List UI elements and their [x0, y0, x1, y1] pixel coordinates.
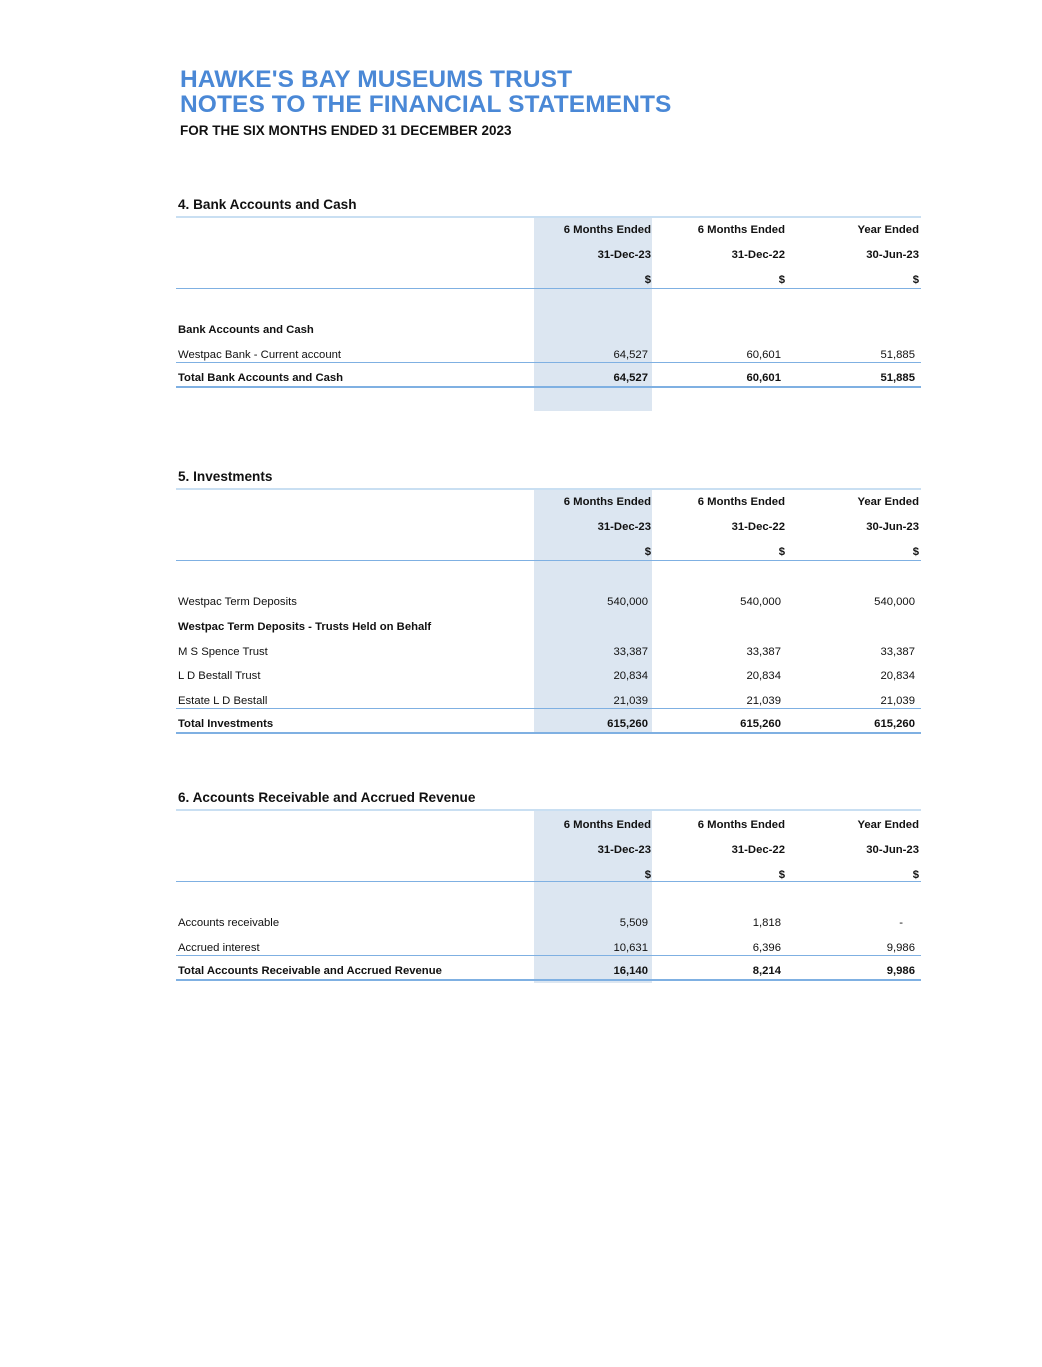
header-rule	[176, 881, 921, 882]
total-value-year: 9,986	[886, 965, 915, 977]
row-value-current: 64,527	[613, 349, 648, 361]
total-value-year: 615,260	[874, 718, 915, 730]
subtotal-rule	[176, 955, 921, 956]
column-header-current: 6 Months Ended	[563, 224, 651, 236]
total-value-prior: 615,260	[740, 718, 781, 730]
column-unit-prior: $	[778, 274, 785, 286]
total-value-current: 16,140	[613, 965, 648, 977]
total-value-current: 615,260	[607, 718, 648, 730]
note-title: 4. Bank Accounts and Cash	[178, 197, 357, 212]
row-label: Estate L D Bestall	[178, 695, 268, 707]
period-subtitle: FOR THE SIX MONTHS ENDED 31 DECEMBER 2023	[180, 123, 512, 138]
column-date-year: 30-Jun-23	[866, 844, 919, 856]
current-period-column-shading	[534, 811, 652, 983]
total-label: Total Accounts Receivable and Accrued Revenue	[178, 965, 442, 977]
column-date-current: 31-Dec-23	[597, 521, 651, 533]
total-rule	[176, 732, 921, 734]
column-header-year: Year Ended	[857, 496, 919, 508]
row-label: Westpac Bank - Current account	[178, 349, 342, 361]
column-date-prior: 31-Dec-22	[731, 249, 785, 261]
total-value-current: 64,527	[613, 372, 648, 384]
group-heading: Westpac Term Deposits - Trusts Held on Behalf	[178, 621, 432, 633]
column-header-prior: 6 Months Ended	[697, 496, 785, 508]
total-rule	[176, 386, 921, 388]
column-unit-year: $	[912, 869, 919, 881]
column-unit-prior: $	[778, 546, 785, 558]
row-value-year: 540,000	[874, 596, 915, 608]
row-value-year: 21,039	[880, 695, 915, 707]
column-header-year: Year Ended	[857, 819, 919, 831]
note-title: 6. Accounts Receivable and Accrued Revenue	[178, 790, 476, 805]
row-value-prior: 1,818	[752, 917, 781, 929]
group-heading: Bank Accounts and Cash	[178, 324, 314, 336]
total-label: Total Investments	[178, 718, 274, 730]
column-unit-year: $	[912, 546, 919, 558]
row-value-current: 33,387	[613, 646, 648, 658]
row-label: Accounts receivable	[178, 917, 280, 929]
row-value-prior: 60,601	[746, 349, 781, 361]
note-4-bank-accounts-and-cash	[176, 197, 921, 417]
subtotal-rule	[176, 362, 921, 363]
column-unit-current: $	[644, 274, 651, 286]
total-rule	[176, 979, 921, 981]
row-value-current: 10,631	[613, 942, 648, 954]
note-title: 5. Investments	[178, 469, 273, 484]
column-date-current: 31-Dec-23	[597, 249, 651, 261]
section-divider	[176, 488, 921, 490]
row-value-year: 33,387	[880, 646, 915, 658]
total-label: Total Bank Accounts and Cash	[178, 372, 344, 384]
column-date-prior: 31-Dec-22	[731, 521, 785, 533]
note-6-accounts-receivable	[176, 790, 921, 990]
column-header-current: 6 Months Ended	[563, 496, 651, 508]
section-divider	[176, 216, 921, 218]
section-divider	[176, 809, 921, 811]
column-date-year: 30-Jun-23	[866, 249, 919, 261]
row-value-prior: 6,396	[752, 942, 781, 954]
row-label: M S Spence Trust	[178, 646, 268, 658]
row-value-prior: 33,387	[746, 646, 781, 658]
document-title: NOTES TO THE FINANCIAL STATEMENTS	[180, 91, 672, 118]
column-unit-current: $	[644, 546, 651, 558]
subtotal-rule	[176, 708, 921, 709]
row-value-year: 51,885	[880, 349, 915, 361]
column-date-prior: 31-Dec-22	[731, 844, 785, 856]
row-value-year: -	[899, 917, 903, 929]
column-unit-year: $	[912, 274, 919, 286]
header-rule	[176, 288, 921, 289]
total-value-prior: 60,601	[746, 372, 781, 384]
total-value-year: 51,885	[880, 372, 915, 384]
organization-name: HAWKE'S BAY MUSEUMS TRUST	[180, 66, 573, 93]
row-value-year: 9,986	[886, 942, 915, 954]
row-label: Westpac Term Deposits	[178, 596, 297, 608]
column-header-prior: 6 Months Ended	[697, 819, 785, 831]
column-header-year: Year Ended	[857, 224, 919, 236]
column-date-year: 30-Jun-23	[866, 521, 919, 533]
column-header-prior: 6 Months Ended	[697, 224, 785, 236]
note-5-investments	[176, 469, 921, 739]
row-value-prior: 21,039	[746, 695, 781, 707]
column-date-current: 31-Dec-23	[597, 844, 651, 856]
row-value-current: 20,834	[613, 670, 648, 682]
row-value-year: 20,834	[880, 670, 915, 682]
document-header	[180, 67, 672, 138]
total-value-prior: 8,214	[752, 965, 781, 977]
row-value-prior: 20,834	[746, 670, 781, 682]
row-label: L D Bestall Trust	[178, 670, 261, 682]
column-header-current: 6 Months Ended	[563, 819, 651, 831]
column-unit-prior: $	[778, 869, 785, 881]
row-value-current: 21,039	[613, 695, 648, 707]
header-rule	[176, 560, 921, 561]
row-value-current: 5,509	[619, 917, 648, 929]
row-value-prior: 540,000	[740, 596, 781, 608]
row-label: Accrued interest	[178, 942, 260, 954]
row-value-current: 540,000	[607, 596, 648, 608]
column-unit-current: $	[644, 869, 651, 881]
